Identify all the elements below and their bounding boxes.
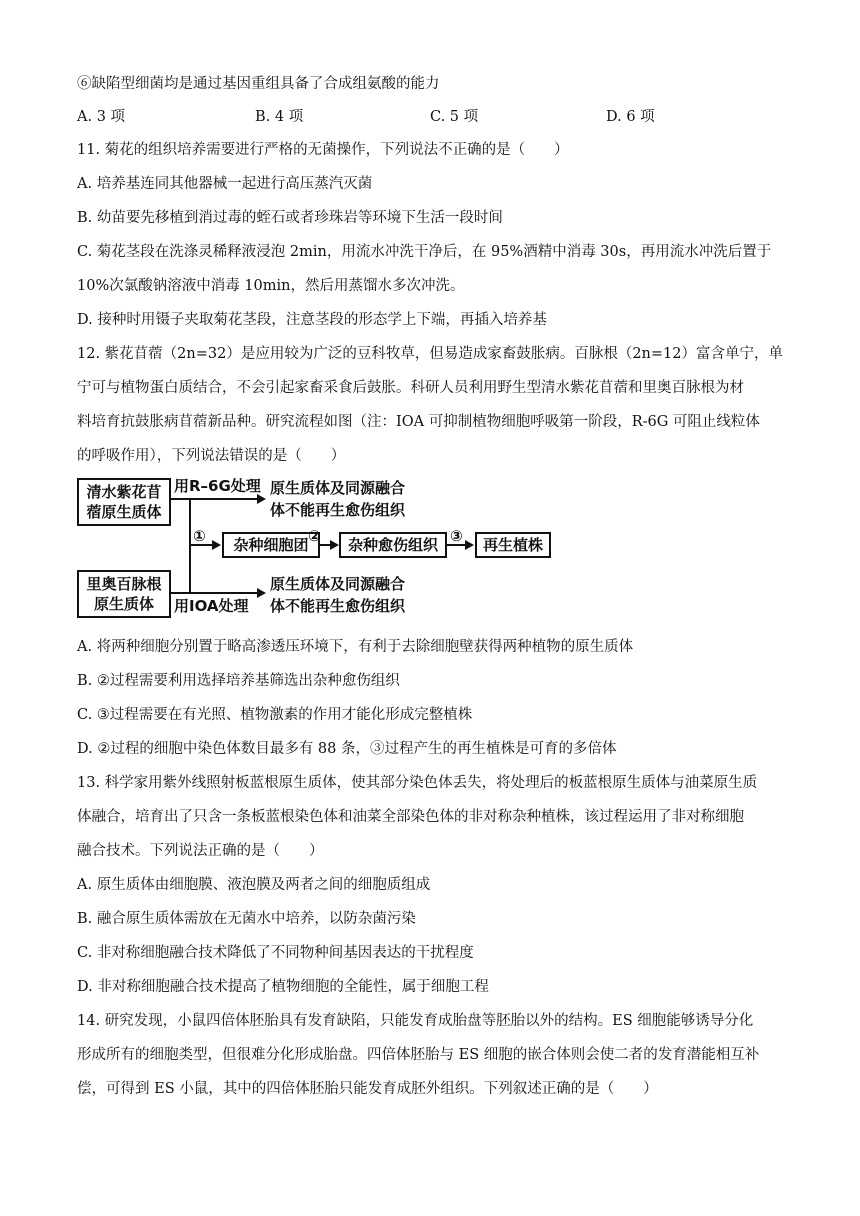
q11-option-c: C. 菊花茎段在洗涤灵稀释液浸泡 2min，用流水冲洗干净后，在 95%酒精中消毒 30s，再用流水冲洗后置于 (77, 244, 772, 260)
label-r6g: 用R–6G处理 (174, 477, 261, 495)
question-11: 11. 菊花的组织培养需要进行严格的无菌操作，下列说法不正确的是（ ） (77, 142, 569, 158)
text-line: ⑥缺陷型细菌均是通过基因重组具备了合成组氨酸的能力 (77, 76, 440, 92)
arrow-head-icon (212, 540, 221, 550)
box-hybrid-callus: 杂种愈伤组织 (339, 532, 447, 558)
arrow-line (171, 592, 257, 594)
connector-line (189, 499, 191, 593)
arrow-head-icon (257, 494, 266, 504)
question-12-cont: 宁可与植物蛋白质结合，不会引起家畜采食后鼓胀。科研人员利用野生型清水紫花苜蓿和里奥百脉根为材 (77, 380, 744, 396)
q11-option-a: A. 培养基连同其他器械一起进行高压蒸汽灭菌 (77, 176, 373, 192)
q13-option-d: D. 非对称细胞融合技术提高了植物细胞的全能性，属于细胞工程 (77, 979, 489, 995)
arrow-head-icon (330, 540, 339, 550)
box-lotus-protoplast (77, 570, 171, 618)
q13-option-b: B. 融合原生质体需放在无菌水中培养，以防杂菌污染 (77, 911, 416, 927)
question-12: 12. 紫花苜蓿（2n=32）是应用较为广泛的豆科牧草，但易造成家畜鼓胀病。百脉根（2n=12）富含单宁，单 (77, 346, 783, 362)
q12-option-d: D. ②过程的细胞中染色体数目最多有 88 条，③过程产生的再生植株是可育的多倍体 (77, 741, 617, 757)
box-alfalfa-protoplast (77, 478, 171, 526)
box-text: 清水紫花苜 (86, 483, 162, 501)
box-regenerated-plant: 再生植株 (475, 532, 551, 558)
step-1: ① (193, 527, 206, 545)
question-13-cont: 融合技术。下列说法正确的是（ ） (77, 843, 324, 859)
option-b: B. 4 项 (255, 109, 304, 125)
box-text: 里奥百脉根 (86, 575, 162, 593)
question-13: 13. 科学家用紫外线照射板蓝根原生质体，使其部分染色体丢失，将处理后的板蓝根原生质体与油菜原生质 (77, 775, 758, 791)
question-13-cont: 体融合，培育出了只含一条板蓝根染色体和油菜全部染色体的非对称杂种植株，该过程运用了非对称细胞 (77, 809, 744, 825)
q11-option-b: B. 幼苗要先移植到消过毒的蛭石或者珍珠岩等环境下生活一段时间 (77, 210, 503, 226)
q12-option-c: C. ③过程需要在有光照、植物激素的作用才能化形成完整植株 (77, 707, 473, 723)
question-12-cont: 的呼吸作用），下列说法错误的是（ ） (77, 448, 346, 464)
q12-option-b: B. ②过程需要利用选择培养基筛选出杂种愈伤组织 (77, 673, 400, 689)
q11-option-c-cont: 10%次氯酸钠溶液中消毒 10min，然后用蒸馏水多次冲洗。 (77, 278, 465, 294)
arrow-head-icon (257, 588, 266, 598)
label-ioa: 用IOA处理 (174, 597, 249, 615)
step-2: ② (308, 527, 321, 545)
q11-option-d: D. 接种时用镊子夹取菊花茎段，注意茎段的形态学上下端，再插入培养基 (77, 312, 547, 328)
question-14: 14. 研究发现，小鼠四倍体胚胎具有发育缺陷，只能发育成胎盘等胚胎以外的结构。ES 细胞能够诱导分化 (77, 1013, 754, 1029)
flow-diagram (77, 470, 557, 620)
result-bottom-2: 体不能再生愈伤组织 (270, 597, 406, 615)
box-text: 蓿原生质体 (86, 503, 162, 521)
box-text: 原生质体 (93, 595, 154, 613)
option-a: A. 3 项 (77, 109, 126, 125)
result-top-1: 原生质体及同源融合 (270, 479, 406, 497)
option-c: C. 5 项 (430, 109, 479, 125)
arrow-line (171, 498, 257, 500)
q13-option-c: C. 非对称细胞融合技术降低了不同物种间基因表达的干扰程度 (77, 945, 474, 961)
question-14-cont: 形成所有的细胞类型，但很难分化形成胎盘。四倍体胚胎与 ES 细胞的嵌合体则会使二者的发育潜能相互补 (77, 1047, 760, 1063)
question-14-cont: 偿，可得到 ES 小鼠，其中的四倍体胚胎只能发育成胚外组织。下列叙述正确的是（ ） (77, 1081, 658, 1097)
q13-option-a: A. 原生质体由细胞膜、液泡膜及两者之间的细胞质组成 (77, 877, 431, 893)
box-hybrid-cell-mass: 杂种细胞团 (222, 532, 320, 558)
result-top-2: 体不能再生愈伤组织 (270, 501, 406, 519)
result-bottom-1: 原生质体及同源融合 (270, 575, 406, 593)
arrow-head-icon (465, 540, 474, 550)
q12-option-a: A. 将两种细胞分别置于略高渗透压环境下，有利于去除细胞壁获得两种植物的原生质体 (77, 639, 634, 655)
option-d: D. 6 项 (606, 109, 655, 125)
question-12-cont: 料培育抗鼓胀病苜蓿新品种。研究流程如图（注：IOA 可抑制植物细胞呼吸第一阶段，R-6G 可阻止线粒体 (77, 414, 760, 430)
step-3: ③ (450, 527, 463, 545)
